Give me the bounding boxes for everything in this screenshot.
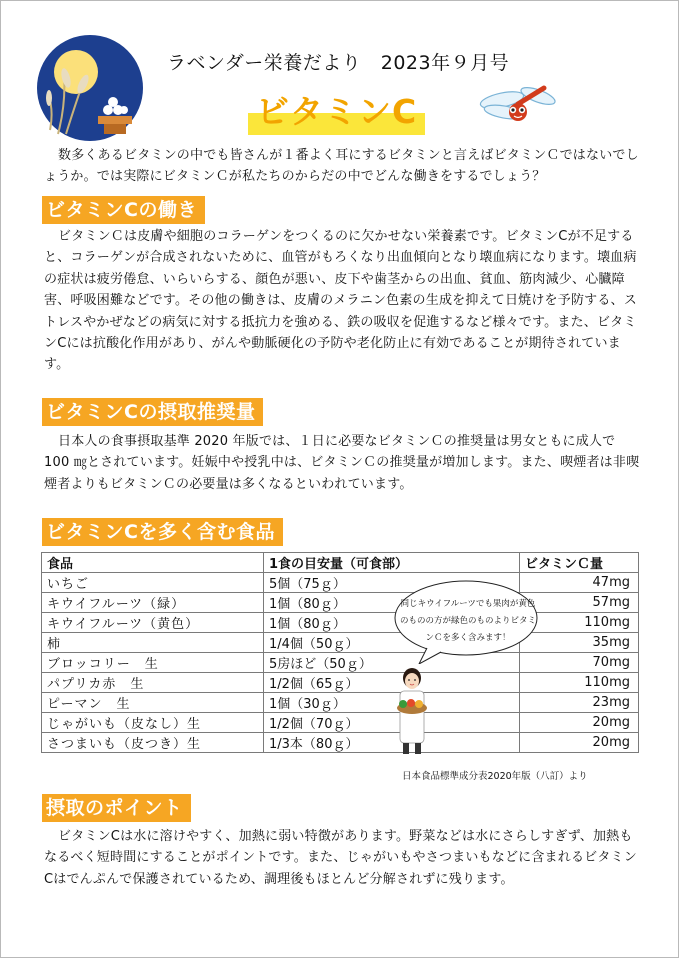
table-row — [42, 733, 639, 753]
function-paragraph: ビタミンＣは皮膚や細胞のコラーゲンをつくるのに欠かせない栄養素です。ビタミンCが不足すると、コラーゲンが合成されないために、血管がもろくなり出血傾向となり壊血病になります。壊血病の症状は疲労倦怠、いらいらする、顔色が悪い、皮下や歯茎からの出血、貧血、筋肉減少、心臓障害、呼吸困難などです。その他の働きは、皮膚のメラニン色素の生成を抑えて日焼けを予防する、ストレスやかぜなどの病気に対する抵抗力を強める、鉄の吸収を促進するなど様々です。また、ビタミンCには抗酸化作用があり、がんや動脈硬化の予防や老化防止に有効であることが期待されています。 — [44, 229, 637, 373]
column-header-food: 食品 — [42, 553, 264, 573]
red-dragonfly-icon — [478, 82, 562, 138]
portion-cell: 1/3本（80ｇ） — [264, 733, 520, 753]
portion-cell: 5房ほど（50ｇ） — [264, 653, 520, 673]
amount-cell: 47mg — [520, 573, 639, 593]
food-cell: キウイフルーツ（黄色） — [42, 613, 264, 633]
table-row — [42, 673, 639, 693]
amount-cell: 70mg — [520, 653, 639, 673]
food-cell: 柿 — [42, 633, 264, 653]
food-cell: ブロッコリー 生 — [42, 653, 264, 673]
portion-cell: 1個（30ｇ） — [264, 693, 520, 713]
amount-cell: 110mg — [520, 613, 639, 633]
amount-cell: 20mg — [520, 733, 639, 753]
amount-cell: 35mg — [520, 633, 639, 653]
section-heading-function: ビタミンCの働き — [42, 196, 205, 224]
section-heading-points: 摂取のポイント — [42, 794, 191, 822]
portion-cell: 1個（80ｇ） — [264, 613, 520, 633]
amount-cell: 23mg — [520, 693, 639, 713]
main-title: ビタミンC — [248, 86, 425, 135]
intro-paragraph: 数多くあるビタミンの中でも皆さんが１番よく耳にするビタミンと言えばビタミンＣではないでしょうか。では実際にビタミンＣが私たちのからだの中でどんな働きをするでしょう？ — [44, 148, 639, 185]
table-row — [42, 653, 639, 673]
table-row — [42, 613, 639, 633]
newsletter-title: ラベンダー栄養だより 2023年９月号 — [167, 52, 510, 74]
portion-cell: 1/2個（65ｇ） — [264, 673, 520, 693]
section-heading-foods: ビタミンCを多く含む食品 — [42, 518, 283, 546]
column-header-portion: 1食の目安量（可食部） — [264, 553, 520, 573]
points-paragraph: ビタミンCは水に溶けやすく、加熱に弱い特徴があります。野菜などは水にさらしすぎず、加熱もなるべく短時間にすることがポイントです。また、じゃがいもやさつまいもなどに含まれるビタミンCはでんぷんで保護されているため、調理後もほとんど分解されずに残ります。 — [44, 829, 637, 887]
chef-with-vegetables-icon — [390, 664, 434, 756]
vitamin-c-food-table — [41, 552, 639, 753]
column-header-amount: ビタミンＣ量 — [520, 553, 639, 573]
full-moon-tsukimi-icon — [36, 34, 144, 142]
table-row — [42, 713, 639, 733]
speech-bubble-text: 同じキウイフルーツでも果肉が黄色のものの方が緑色のものよりビタミンＣを多く含みます！ — [400, 599, 537, 643]
food-cell: さつまいも（皮つき）生 — [42, 733, 264, 753]
table-source-note: 日本食品標準成分表2020年版（八訂）より — [402, 771, 588, 782]
food-cell: パプリカ赤 生 — [42, 673, 264, 693]
table-row — [42, 693, 639, 713]
food-cell: いちご — [42, 573, 264, 593]
food-cell: じゃがいも（皮なし）生 — [42, 713, 264, 733]
table-row — [42, 573, 639, 593]
portion-cell: 5個（75ｇ） — [264, 573, 520, 593]
food-cell: ピーマン 生 — [42, 693, 264, 713]
portion-cell: 1個（80ｇ） — [264, 593, 520, 613]
amount-cell: 57mg — [520, 593, 639, 613]
portion-cell: 1/4個（50ｇ） — [264, 633, 520, 653]
amount-cell: 110mg — [520, 673, 639, 693]
amount-cell: 20mg — [520, 713, 639, 733]
intake-paragraph: 日本人の食事摂取基準 2020 年版では、１日に必要なビタミンＣの推奨量は男女ともに成人で 100 ㎎とされています。妊娠中や授乳中は、ビタミンＣの推奨量が増加します。また、喫煙者は非喫煙者よりもビタミンＣの必要量は多くなるといわれています。 — [44, 434, 640, 492]
food-cell: キウイフルーツ（緑） — [42, 593, 264, 613]
table-header-row — [42, 553, 639, 573]
portion-cell: 1/2個（70ｇ） — [264, 713, 520, 733]
section-heading-intake: ビタミンCの摂取推奨量 — [42, 398, 263, 426]
table-row — [42, 593, 639, 613]
table-row — [42, 633, 639, 653]
